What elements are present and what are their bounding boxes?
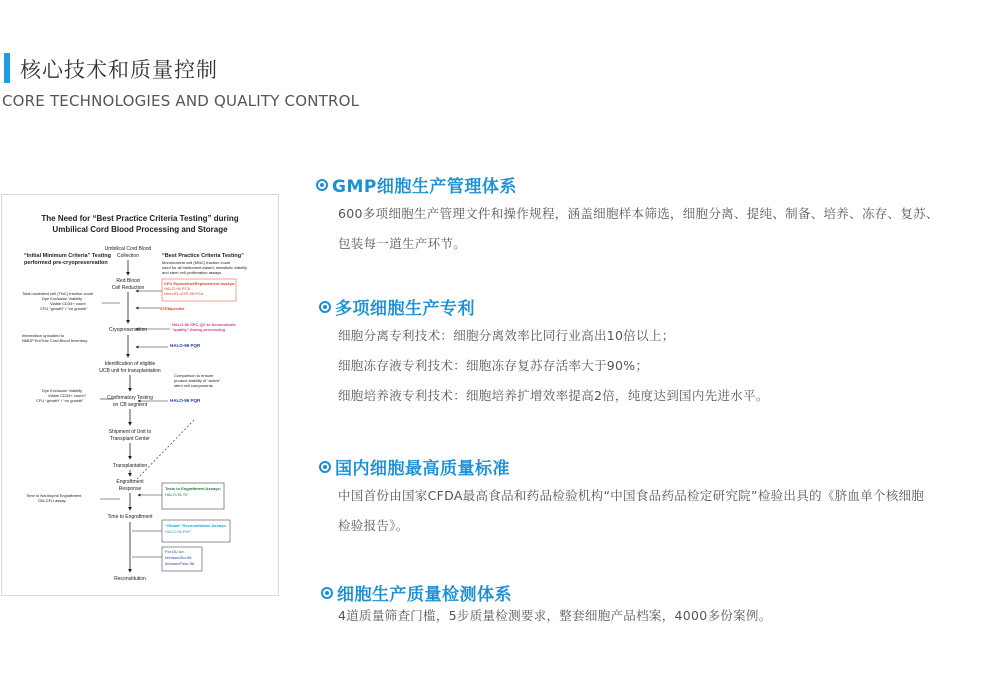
step-shipment-2: Transplant Center [110, 436, 150, 442]
right-note-cyan: “Global” Reconstitution Assays: [165, 523, 227, 528]
left-note: CFU “growth” / “no growth” [40, 306, 88, 311]
section-line: 检验报告》。 [338, 518, 409, 533]
right-note-du: For DU on: [165, 549, 185, 554]
right-note-cyan: HALO-96 PMT [165, 529, 192, 534]
section-heading [316, 172, 939, 197]
section-patents [319, 294, 769, 411]
right-heading: “Best Practice Criteria Testing” [162, 253, 244, 259]
step-identification-2: UCB unit for transplantation [99, 368, 161, 374]
section-heading [319, 454, 924, 479]
section-heading [319, 294, 769, 319]
right-note-red: HemoFLUOR-96 PCA [164, 291, 204, 296]
circle-bullet-icon [319, 461, 331, 473]
section-body [338, 321, 769, 411]
step-time: Time to Engraftment [107, 514, 153, 520]
step-cryo: Cryopreservation [108, 327, 148, 333]
step-collection-2: Collection [117, 253, 139, 259]
left-note: Total nucleated cell (TNC) fraction count [22, 291, 94, 296]
right-note: and stem cell proliferation assays [162, 270, 222, 275]
comparison-note-2: product stability of “active” [174, 378, 221, 383]
step-engraftment: Engraftment [116, 479, 144, 485]
left-note: Dye Exclusion Viability [42, 388, 83, 393]
section-line: 中国首份由国家CFDA最高食品和药品检验机构“中国食品药品检定研究院”检验出具的《脐血单个核细胞 [338, 488, 925, 503]
right-note-blue: HALO-96 PQR [170, 398, 201, 403]
left-note: Dye Exclusion Viability [42, 296, 83, 301]
section-line: 细胞冻存液专利技术：细胞冻存复苏存活率大于90%； [338, 358, 649, 373]
flowchart-diagram [2, 195, 278, 595]
step-engraftment-2: Response [118, 486, 142, 492]
section-title: 国内细胞最高质量标准 [335, 459, 510, 479]
section-title: 多项细胞生产专利 [335, 299, 475, 319]
left-note-upload-2: NMDP EmTrax Cord Blood Inventory [22, 338, 88, 343]
right-note-pink: “quality” during processing [172, 327, 225, 332]
right-note-green: HALO-96 TE [165, 492, 188, 497]
step-confirm-2: on CB segment [112, 402, 148, 408]
left-note: Viable CD34+ count [50, 301, 86, 306]
page-title: 核心技术和质量控制 [20, 58, 218, 82]
figure-title-line2: Umbilical Cord Blood Processing and Storage [52, 225, 228, 234]
section-gmp [316, 172, 939, 259]
section-line: 细胞培养液专利技术：细胞培养扩增效率提高2倍，纯度达到国内先进水平。 [338, 388, 769, 403]
step-rbc-2: Cell Reduction [111, 285, 145, 291]
left-note: CFU “growth” / “no growth” [36, 398, 84, 403]
left-note-upload: Information uploaded to [22, 333, 65, 338]
section-line: 包装每一道生产环节。 [338, 236, 467, 251]
comparison-note-3: stem cell components [174, 383, 213, 388]
right-note-blue: HALO-96 PQR [170, 343, 201, 348]
page-subtitle: CORE TECHNOLOGIES AND QUALITY CONTROL [2, 92, 360, 110]
left-heading-1: “Initial Minimum Criteria” Testing [24, 253, 111, 259]
figure-title-line1: The Need for “Best Practice Criteria Testing” during [41, 214, 239, 223]
section-testing [321, 580, 772, 631]
step-transplant: Transplantation [112, 463, 148, 469]
section-line: 600多项细胞生产管理文件和操作规程，涵盖细胞样本筛选，细胞分离、提纯、制备、培养、冻存、复苏、 [338, 206, 939, 221]
section-title: 细胞生产质量检测体系 [337, 585, 512, 605]
left-note: Time to Neutrophil Engraftment [26, 493, 82, 498]
step-identification: Identification of eligible [104, 361, 156, 367]
section-body [338, 481, 924, 541]
right-note-red: CFU Equivalent/Replacement assays: [164, 281, 236, 286]
section-line: 4道质量筛查门槛，5步质量检测要求，整套细胞产品档案，4000多份案例。 [338, 608, 772, 623]
circle-bullet-icon [316, 179, 328, 191]
left-note: Viable CD34+ count? [48, 393, 86, 398]
right-note-green: Tests to Engraftment Assays: [165, 486, 222, 491]
circle-bullet-icon [319, 301, 331, 313]
circle-bullet-icon [321, 587, 333, 599]
step-confirm: Confirmatory Testing [107, 395, 153, 401]
right-note-pink: HALO-96 SPC-QC to demonstrate [172, 322, 236, 327]
section-title: GMP细胞生产管理体系 [332, 177, 517, 197]
left-heading-2: performed pre-cryopreservation [24, 260, 108, 266]
step-reconstitution: Reconstitution [114, 576, 146, 582]
right-note-du: ImmunoFluor-96 [165, 561, 195, 566]
section-body [338, 199, 939, 259]
right-note-red: HALO-96 PCA [164, 286, 191, 291]
section-standard [319, 454, 924, 541]
right-note: used for all instrument-based, metabolic viability [162, 265, 248, 270]
title-accent-bar [4, 53, 10, 83]
step-shipment: Shipment of Unit to [108, 429, 152, 435]
right-note: Mononuclear cell (MNC) fraction count [162, 260, 231, 265]
right-note-du: ImmunoGlo-96 [165, 555, 192, 560]
right-note-red: STEMpredict [160, 306, 185, 311]
step-rbc: Red Blood [116, 278, 140, 284]
step-collection: Umbilical Cord Blood [104, 246, 152, 252]
section-body [338, 601, 772, 631]
left-note: GM-CFU assay [38, 498, 66, 503]
flowchart-image [1, 194, 279, 596]
section-line: 细胞分离专利技术：细胞分离效率比同行业高出10倍以上； [338, 328, 675, 343]
comparison-note: Comparison to ensure [174, 373, 214, 378]
